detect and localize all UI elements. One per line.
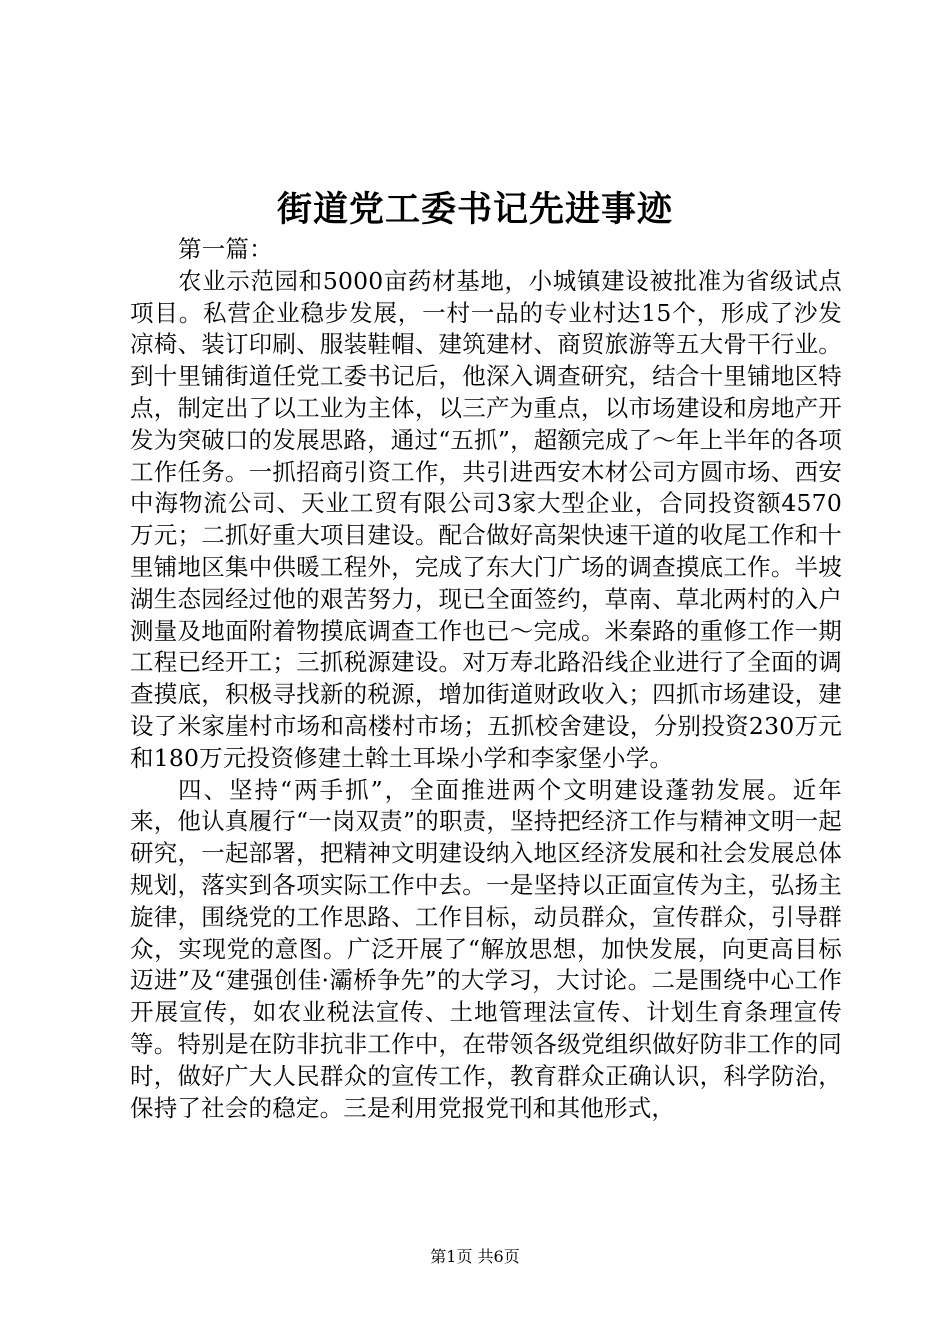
document-body xyxy=(130,234,842,1124)
paragraph-heading: 第一篇： xyxy=(178,235,273,263)
paragraph: 四、坚持“两手抓”，全面推进两个文明建设蓬勃发展。近年来，他认真履行“一岗双责”的职责，坚持把经济工作与精神文明一起研究，一起部署，把精神文明建设纳入地区经济发展和社会发展总体规划，落实到各项实际工作中去。一是坚持以正面宣传为主，弘扬主旋律，围绕党的工作思路、工作目标，动员群众，宣传群众，引导群众，实现党的意图。广泛开展了“解放思想，加快发展，向更高目标迈进”及“建强创佳·灞桥争先”的大学习，大讨论。二是围绕中心工作开展宣传，如农业税法宣传、土地管理法宣传、计划生育条理宣传等。特别是在防非抗非工作中，在带领各级党组织做好防非工作的同时，做好广大人民群众的宣传工作，教育群众正确认识，科学防治，保持了社会的稳定。三是利用党报党刊和其他形式， xyxy=(130,775,842,1122)
document-title: 街道党工委书记先进事迹 xyxy=(276,189,673,230)
paragraph: 农业示范园和5000亩药材基地，小城镇建设被批准为省级试点项目。私营企业稳步发展，一村一品的专业村达15个，形成了沙发凉椅、装订印刷、服装鞋帽、建筑建材、商贸旅游等五大骨干行业。到十里铺街道任党工委书记后，他深入调查研究，结合十里铺地区特点，制定出了以工业为主体，以三产为重点，以市场建设和房地产开发为突破口的发展思路，通过“五抓”，超额完成了～年上半年的各项工作任务。一抓招商引资工作，共引进西安木材公司方圆市场、西安中海物流公司、天业工贸有限公司3家大型企业，合同投资额4570万元；二抓好重大项目建设。配合做好高架快速干道的收尾工作和十里铺地区集中供暖工程外，完成了东大门广场的调查摸底工作。半坡湖生态园经过他的艰苦努力，现已全面签约，草南、草北两村的入户测量及地面附着物摸底调查工作也已～完成。米秦路的重修工作一期工程已经开工；三抓税源建设。对万寿北路沿线企业进行了全面的调查摸底，积极寻找新的税源，增加街道财政收入；四抓市场建设，建设了米家崖村市场和高楼村市场；五抓校舍建设，分别投资230万元和180万元投资修建土斡土耳垛小学和李家堡小学。 xyxy=(130,266,842,772)
page-footer: 第1页 共6页 xyxy=(430,1247,520,1266)
